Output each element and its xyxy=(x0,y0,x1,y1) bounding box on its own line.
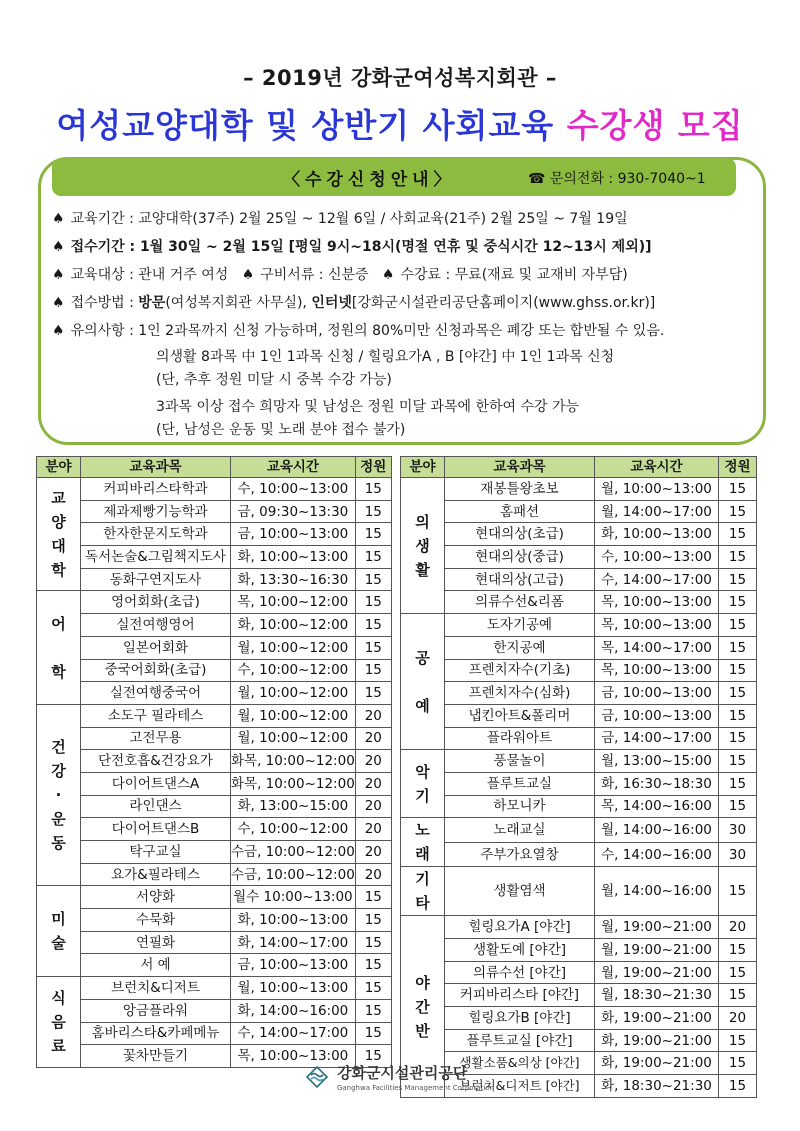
table-row xyxy=(401,984,757,1007)
course-capacity: 15 xyxy=(719,984,757,1007)
course-capacity: 15 xyxy=(355,999,391,1022)
spade-icon: ♠ xyxy=(381,267,395,283)
course-name: 의류수선&리폼 xyxy=(445,591,595,614)
course-name: 하모니카 xyxy=(445,795,595,818)
course-name: 라인댄스 xyxy=(81,795,231,818)
column-header: 교육과목 xyxy=(81,457,231,478)
course-time: 월, 19:00~21:00 xyxy=(595,961,719,984)
course-time: 금, 09:30~13:30 xyxy=(231,500,356,523)
table-row xyxy=(37,977,392,1000)
course-time: 월, 14:00~16:00 xyxy=(595,867,719,916)
course-capacity: 15 xyxy=(355,886,391,909)
course-capacity: 15 xyxy=(719,568,757,591)
column-header: 정원 xyxy=(355,457,391,478)
table-row xyxy=(37,591,392,614)
course-name: 플루트교실 [야간] xyxy=(445,1029,595,1052)
table-row xyxy=(37,795,392,818)
spade-icon: ♠ xyxy=(52,211,65,227)
table-row xyxy=(37,863,392,886)
footer-org-english: Ganghwa Facilities Management Corporation xyxy=(336,1084,495,1092)
course-capacity: 20 xyxy=(355,795,391,818)
course-capacity: 15 xyxy=(355,682,391,705)
course-capacity: 15 xyxy=(719,795,757,818)
table-row xyxy=(37,704,392,727)
column-header: 교육시간 xyxy=(231,457,356,478)
table-row xyxy=(37,727,392,750)
course-capacity: 15 xyxy=(719,750,757,773)
course-name: 탁구교실 xyxy=(81,841,231,864)
course-time: 수, 14:00~16:00 xyxy=(595,842,719,867)
course-time: 화, 14:00~16:00 xyxy=(231,999,356,1022)
course-time: 월, 14:00~16:00 xyxy=(595,818,719,843)
course-name: 브런치&디저트 xyxy=(81,977,231,1000)
table-row xyxy=(401,818,757,843)
course-time: 월, 10:00~12:00 xyxy=(231,727,356,750)
category-cell: 어 학 xyxy=(37,591,81,704)
category-cell: 식 음 료 xyxy=(37,977,81,1068)
course-name: 수묵화 xyxy=(81,909,231,932)
course-time: 목, 10:00~13:00 xyxy=(595,591,719,614)
table-row xyxy=(37,818,392,841)
course-capacity: 20 xyxy=(355,704,391,727)
table-row xyxy=(37,909,392,932)
course-capacity: 20 xyxy=(719,916,757,939)
course-name: 실전여행영어 xyxy=(81,614,231,637)
course-time: 금, 10:00~13:00 xyxy=(595,704,719,727)
course-capacity: 15 xyxy=(355,1045,391,1068)
table-row xyxy=(37,546,392,569)
table-row xyxy=(401,772,757,795)
category-cell: 의 생 활 xyxy=(401,478,445,614)
course-capacity: 15 xyxy=(719,614,757,637)
course-time: 월, 10:00~12:00 xyxy=(231,682,356,705)
course-name: 도자기공예 xyxy=(445,614,595,637)
table-row xyxy=(37,682,392,705)
table-row xyxy=(401,795,757,818)
course-name: 냅킨아트&폴리머 xyxy=(445,704,595,727)
course-name: 주부가요열창 xyxy=(445,842,595,867)
course-time: 화목, 10:00~12:00 xyxy=(231,772,356,795)
subtitle: – 2019년 강화군여성복지회관 – xyxy=(243,66,557,90)
category-cell: 노 래 xyxy=(401,818,445,867)
course-capacity: 15 xyxy=(719,939,757,962)
course-name: 연필화 xyxy=(81,931,231,954)
course-name: 재봉틀왕초보 xyxy=(445,478,595,501)
category-cell: 미 술 xyxy=(37,886,81,977)
table-row xyxy=(37,1022,392,1045)
title-highlight: 수강생 모집 xyxy=(566,106,744,145)
course-time: 화, 19:00~21:00 xyxy=(595,1052,719,1075)
table-row xyxy=(401,916,757,939)
course-capacity: 15 xyxy=(719,1052,757,1075)
table-row xyxy=(401,659,757,682)
table-row xyxy=(401,961,757,984)
course-name: 프렌치자수(기초) xyxy=(445,659,595,682)
spade-icon: ♠ xyxy=(241,267,255,283)
table-row xyxy=(37,636,392,659)
course-name: 소도구 필라테스 xyxy=(81,704,231,727)
course-capacity: 15 xyxy=(355,523,391,546)
info-method: ♠ 접수방법 : 방문(여성복지회관 사무실), 인터넷[강화군시설관리공단홈페이지(www.ghss.or.kr)] xyxy=(52,295,656,311)
course-capacity: 15 xyxy=(719,1029,757,1052)
course-name: 제과제빵기능학과 xyxy=(81,500,231,523)
course-capacity: 15 xyxy=(355,546,391,569)
course-capacity: 15 xyxy=(719,523,757,546)
course-capacity: 15 xyxy=(355,614,391,637)
course-capacity: 15 xyxy=(719,546,757,569)
table-row xyxy=(37,931,392,954)
course-time: 화, 10:00~13:00 xyxy=(595,523,719,546)
course-time: 화, 18:30~21:30 xyxy=(595,1075,719,1098)
wave-logo-icon xyxy=(306,1066,328,1088)
table-row xyxy=(37,568,392,591)
course-time: 월, 10:00~12:00 xyxy=(231,636,356,659)
info-note-line: 3과목 이상 접수 희망자 및 남성은 정원 미달 과목에 한하여 수강 가능 xyxy=(156,399,580,415)
course-capacity: 15 xyxy=(719,636,757,659)
course-name: 동화구연지도사 xyxy=(81,568,231,591)
info-target: ♠ 교육대상 : 관내 거주 여성 ♠ 구비서류 : 신분증 ♠ 수강료 : 무료(재료 및 교재비 자부담) xyxy=(52,267,628,283)
column-header: 분야 xyxy=(401,457,445,478)
info-note-line: 의생활 8과목 中 1인 1과목 신청 / 힐링요가A , B [야간] 中 1인 1과목 신청 xyxy=(156,349,615,365)
course-capacity: 15 xyxy=(719,682,757,705)
table-row xyxy=(401,591,757,614)
info-note-line: (단, 남성은 운동 및 노래 분야 접수 불가) xyxy=(156,422,406,438)
course-name: 현대의상(고급) xyxy=(445,568,595,591)
table-row xyxy=(401,939,757,962)
course-capacity: 15 xyxy=(719,704,757,727)
table-row xyxy=(401,546,757,569)
course-capacity: 15 xyxy=(355,500,391,523)
column-header: 정원 xyxy=(719,457,757,478)
course-name: 영어회화(초급) xyxy=(81,591,231,614)
table-row xyxy=(401,568,757,591)
course-time: 화, 14:00~17:00 xyxy=(231,931,356,954)
course-name: 일본어회화 xyxy=(81,636,231,659)
course-time: 월, 18:30~21:30 xyxy=(595,984,719,1007)
course-time: 월, 10:00~13:00 xyxy=(595,478,719,501)
table-row xyxy=(37,478,392,501)
table-row xyxy=(401,523,757,546)
course-capacity: 15 xyxy=(719,478,757,501)
course-name: 서 예 xyxy=(81,954,231,977)
course-time: 화, 10:00~13:00 xyxy=(231,546,356,569)
course-name: 생활도예 [야간] xyxy=(445,939,595,962)
course-time: 금, 10:00~13:00 xyxy=(595,682,719,705)
course-time: 수, 10:00~13:00 xyxy=(595,546,719,569)
course-capacity: 15 xyxy=(719,772,757,795)
course-time: 목, 10:00~13:00 xyxy=(595,659,719,682)
course-time: 화, 19:00~21:00 xyxy=(595,1029,719,1052)
course-name: 커피바리스타학과 xyxy=(81,478,231,501)
course-time: 수, 14:00~17:00 xyxy=(595,568,719,591)
course-name: 홈바리스타&카페메뉴 xyxy=(81,1022,231,1045)
course-capacity: 15 xyxy=(355,931,391,954)
course-time: 수금, 10:00~12:00 xyxy=(231,841,356,864)
course-capacity: 15 xyxy=(355,636,391,659)
course-name: 프렌치자수(심화) xyxy=(445,682,595,705)
table-row xyxy=(37,886,392,909)
course-capacity: 20 xyxy=(355,841,391,864)
course-name: 한자한문지도학과 xyxy=(81,523,231,546)
table-row xyxy=(37,772,392,795)
category-cell: 건 강 · 운 동 xyxy=(37,704,81,886)
table-row xyxy=(37,523,392,546)
table-row xyxy=(401,727,757,750)
course-name: 힐링요가B [야간] xyxy=(445,1007,595,1030)
course-capacity: 30 xyxy=(719,818,757,843)
course-capacity: 15 xyxy=(719,961,757,984)
course-capacity: 15 xyxy=(355,591,391,614)
course-name: 현대의상(중급) xyxy=(445,546,595,569)
table-row xyxy=(401,1007,757,1030)
course-capacity: 15 xyxy=(719,867,757,916)
course-capacity: 20 xyxy=(355,727,391,750)
course-time: 목, 14:00~17:00 xyxy=(595,636,719,659)
course-capacity: 15 xyxy=(355,954,391,977)
course-name: 서양화 xyxy=(81,886,231,909)
course-time: 화, 16:30~18:30 xyxy=(595,772,719,795)
course-name: 홈패션 xyxy=(445,500,595,523)
course-name: 플라워아트 xyxy=(445,727,595,750)
course-name: 생활염색 xyxy=(445,867,595,916)
course-name: 고전무용 xyxy=(81,727,231,750)
course-name: 앙금플라워 xyxy=(81,999,231,1022)
table-row xyxy=(37,999,392,1022)
course-table-left xyxy=(36,456,392,1068)
course-time: 화목, 10:00~12:00 xyxy=(231,750,356,773)
info-notes: ♠ 유의사항 : 1인 2과목까지 신청 가능하며, 정원의 80%미만 신청과목은 폐강 또는 합반될 수 있음. xyxy=(52,323,665,339)
course-time: 화, 13:30~16:30 xyxy=(231,568,356,591)
course-capacity: 15 xyxy=(355,1022,391,1045)
course-name: 브런치&디저트 [야간] xyxy=(445,1075,595,1098)
course-capacity: 30 xyxy=(719,842,757,867)
course-time: 수금, 10:00~12:00 xyxy=(231,863,356,886)
course-name: 다이어트댄스B xyxy=(81,818,231,841)
table-row xyxy=(401,614,757,637)
course-time: 월, 19:00~21:00 xyxy=(595,939,719,962)
table-header-row xyxy=(401,457,757,478)
course-capacity: 15 xyxy=(719,591,757,614)
course-time: 월, 10:00~13:00 xyxy=(231,977,356,1000)
table-row xyxy=(401,478,757,501)
table-row xyxy=(401,842,757,867)
course-name: 단전호흡&건강요가 xyxy=(81,750,231,773)
course-name: 의류수선 [야간] xyxy=(445,961,595,984)
category-cell: 기 타 xyxy=(401,867,445,916)
course-name: 실전여행중국어 xyxy=(81,682,231,705)
course-time: 화, 13:00~15:00 xyxy=(231,795,356,818)
course-name: 다이어트댄스A xyxy=(81,772,231,795)
info-note-line: (단, 추후 정원 미달 시 중복 수강 가능) xyxy=(156,372,392,388)
course-capacity: 15 xyxy=(719,500,757,523)
column-header: 교육시간 xyxy=(595,457,719,478)
course-time: 월, 13:00~15:00 xyxy=(595,750,719,773)
table-row xyxy=(37,614,392,637)
course-time: 월, 14:00~17:00 xyxy=(595,500,719,523)
course-time: 수, 14:00~17:00 xyxy=(231,1022,356,1045)
category-cell: 악 기 xyxy=(401,750,445,818)
course-time: 수, 10:00~13:00 xyxy=(231,478,356,501)
course-time: 화, 10:00~12:00 xyxy=(231,614,356,637)
course-name: 플루트교실 xyxy=(445,772,595,795)
course-name: 노래교실 xyxy=(445,818,595,843)
table-row xyxy=(401,867,757,916)
table-row xyxy=(37,954,392,977)
course-name: 생활소품&의상 [야간] xyxy=(445,1052,595,1075)
table-row xyxy=(37,500,392,523)
course-capacity: 15 xyxy=(355,977,391,1000)
course-time: 목, 10:00~12:00 xyxy=(231,591,356,614)
category-cell: 교 양 대 학 xyxy=(37,478,81,591)
spade-icon: ♠ xyxy=(52,239,65,255)
course-name: 커피바리스타 [야간] xyxy=(445,984,595,1007)
course-name: 한지공예 xyxy=(445,636,595,659)
table-row xyxy=(401,1029,757,1052)
spade-icon: ♠ xyxy=(52,267,65,283)
course-name: 꽃차만들기 xyxy=(81,1045,231,1068)
table-header-row xyxy=(37,457,392,478)
footer xyxy=(0,1062,800,1092)
page-title xyxy=(0,100,800,147)
course-capacity: 20 xyxy=(355,818,391,841)
course-time: 수, 10:00~12:00 xyxy=(231,818,356,841)
course-time: 목, 10:00~13:00 xyxy=(231,1045,356,1068)
column-header: 교육과목 xyxy=(445,457,595,478)
footer-org-name: 강화군시설관리공단 xyxy=(336,1064,468,1082)
contact-phone: ☎ 문의전화 : 930-7040~1 xyxy=(528,171,706,187)
course-time: 월, 19:00~21:00 xyxy=(595,916,719,939)
course-capacity: 20 xyxy=(355,772,391,795)
category-cell: 공 예 xyxy=(401,614,445,750)
column-header: 분야 xyxy=(37,457,81,478)
course-capacity: 15 xyxy=(719,659,757,682)
table-row xyxy=(37,750,392,773)
title-main: 여성교양대학 및 상반기 사회교육 xyxy=(56,106,555,145)
course-capacity: 15 xyxy=(355,909,391,932)
course-name: 현대의상(초급) xyxy=(445,523,595,546)
course-time: 금, 14:00~17:00 xyxy=(595,727,719,750)
course-time: 화, 10:00~13:00 xyxy=(231,909,356,932)
table-row xyxy=(401,636,757,659)
info-registration: ♠ 접수기간 : 1월 30일 ~ 2월 15일 [평일 9시~18시(명절 연휴 및 중식시간 12~13시 제외)] xyxy=(52,239,652,255)
course-capacity: 20 xyxy=(355,750,391,773)
course-capacity: 15 xyxy=(719,727,757,750)
course-time: 금, 10:00~13:00 xyxy=(231,523,356,546)
course-capacity: 20 xyxy=(719,1007,757,1030)
table-row xyxy=(401,704,757,727)
course-time: 목, 14:00~16:00 xyxy=(595,795,719,818)
course-capacity: 15 xyxy=(719,1075,757,1098)
table-row xyxy=(37,659,392,682)
course-time: 월, 10:00~12:00 xyxy=(231,704,356,727)
table-row xyxy=(401,500,757,523)
info-period: ♠ 교육기간 : 교양대학(37주) 2월 25일 ~ 12월 6일 / 사회교육(21주) 2월 25일 ~ 7월 19일 xyxy=(52,211,628,227)
course-capacity: 15 xyxy=(355,478,391,501)
course-time: 화, 19:00~21:00 xyxy=(595,1007,719,1030)
table-row xyxy=(401,750,757,773)
course-capacity: 15 xyxy=(355,568,391,591)
course-time: 수, 10:00~12:00 xyxy=(231,659,356,682)
info-band-title: 〈수강신청안내〉 xyxy=(283,170,456,190)
course-name: 독서논술&그림책지도사 xyxy=(81,546,231,569)
course-time: 목, 10:00~13:00 xyxy=(595,614,719,637)
course-table-right xyxy=(400,456,757,1098)
course-name: 힐링요가A [야간] xyxy=(445,916,595,939)
course-capacity: 15 xyxy=(355,659,391,682)
course-name: 중국어회화(초급) xyxy=(81,659,231,682)
spade-icon: ♠ xyxy=(52,295,65,311)
course-time: 월수 10:00~13:00 xyxy=(231,886,356,909)
category-cell: 야 간 반 xyxy=(401,916,445,1098)
course-name: 요가&필라테스 xyxy=(81,863,231,886)
table-row xyxy=(37,841,392,864)
spade-icon: ♠ xyxy=(52,323,65,339)
course-time: 금, 10:00~13:00 xyxy=(231,954,356,977)
course-capacity: 20 xyxy=(355,863,391,886)
table-row xyxy=(401,682,757,705)
course-name: 풍물놀이 xyxy=(445,750,595,773)
